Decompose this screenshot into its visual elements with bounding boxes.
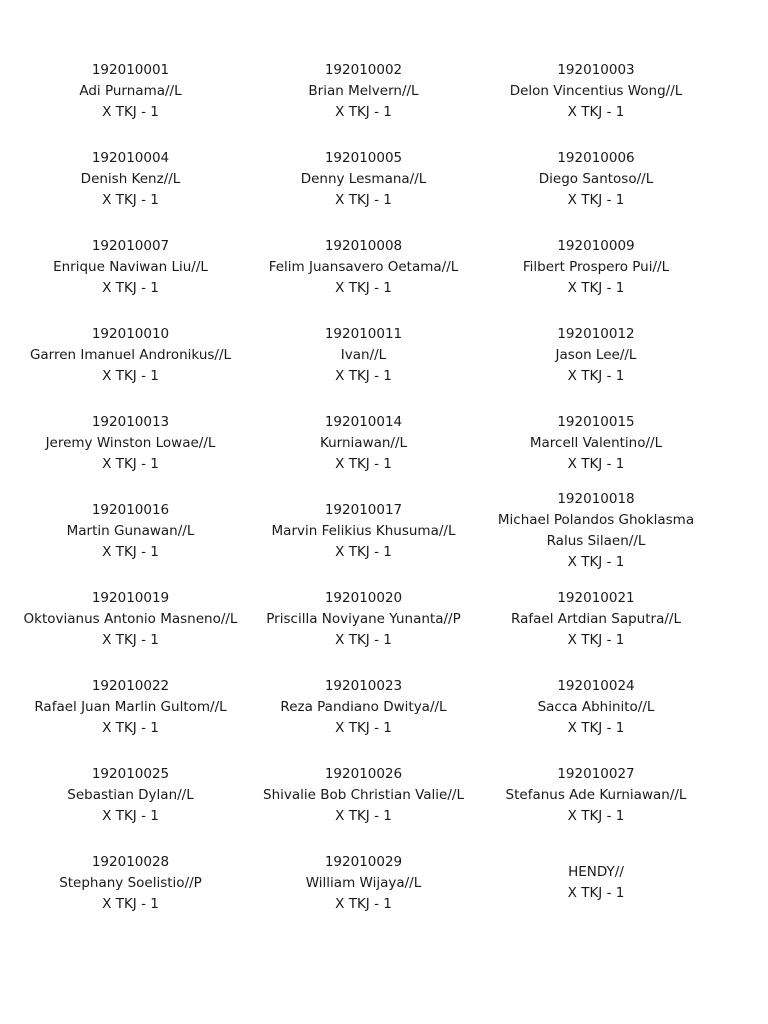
- student-id: 192010014: [324, 413, 403, 430]
- student-class: X TKJ - 1: [335, 631, 392, 648]
- student-label: [480, 751, 712, 839]
- student-label: [14, 135, 247, 223]
- student-id: 192010021: [557, 589, 635, 606]
- student-id: 192010008: [324, 237, 403, 254]
- student-name: Priscilla Noviyane Yunanta//P: [266, 610, 461, 627]
- student-class: X TKJ - 1: [567, 279, 625, 296]
- student-name: Ivan//L: [340, 346, 387, 363]
- student-id: 192010010: [91, 325, 170, 342]
- student-class: X TKJ - 1: [567, 191, 625, 208]
- student-id: 192010005: [324, 149, 403, 166]
- student-label: [14, 399, 247, 487]
- student-class: X TKJ - 1: [335, 279, 392, 296]
- student-class: X TKJ - 1: [567, 455, 625, 472]
- student-class: X TKJ - 1: [102, 367, 159, 384]
- student-name: Delon Vincentius Wong//L: [509, 82, 683, 99]
- student-id: 192010016: [91, 501, 170, 518]
- student-id: 192010002: [324, 61, 403, 78]
- student-label: [247, 223, 480, 311]
- label-grid: [14, 47, 712, 927]
- student-label: [14, 311, 247, 399]
- student-name: Adi Purnama//L: [79, 82, 182, 99]
- student-name: Kurniawan//L: [319, 434, 408, 451]
- student-class: X TKJ - 1: [567, 807, 625, 824]
- student-id: 192010019: [91, 589, 170, 606]
- student-id: 192010013: [91, 413, 170, 430]
- student-label: [480, 487, 712, 575]
- student-name: Reza Pandiano Dwitya//L: [280, 698, 447, 715]
- student-label: [14, 751, 247, 839]
- student-name: Marcell Valentino//L: [529, 434, 663, 451]
- student-id: 192010004: [91, 149, 170, 166]
- student-label: [14, 575, 247, 663]
- student-name: Garren Imanuel Andronikus//L: [29, 346, 232, 363]
- student-id: 192010024: [557, 677, 635, 694]
- student-name: Rafael Artdian Saputra//L: [511, 610, 681, 627]
- student-name: Diego Santoso//L: [538, 170, 654, 187]
- student-label: [480, 135, 712, 223]
- student-label: [480, 47, 712, 135]
- student-name: Jason Lee//L: [555, 346, 637, 363]
- student-class: X TKJ - 1: [102, 279, 159, 296]
- student-class: X TKJ - 1: [102, 807, 159, 824]
- student-label: [14, 487, 247, 575]
- student-label: [247, 839, 480, 927]
- student-id: 192010023: [324, 677, 403, 694]
- student-label: [247, 663, 480, 751]
- student-name: Denish Kenz//L: [80, 170, 181, 187]
- student-class: X TKJ - 1: [335, 191, 392, 208]
- student-id: 192010001: [91, 61, 170, 78]
- student-label: [247, 575, 480, 663]
- student-class: X TKJ - 1: [335, 543, 392, 560]
- student-name: Stefanus Ade Kurniawan//L: [505, 786, 687, 803]
- student-label: [480, 399, 712, 487]
- student-id: 192010017: [324, 501, 403, 518]
- student-name: Enrique Naviwan Liu//L: [53, 258, 208, 275]
- student-name: Filbert Prospero Pui//L: [522, 258, 670, 275]
- student-id: 192010007: [91, 237, 170, 254]
- student-class: X TKJ - 1: [102, 895, 159, 912]
- student-class: X TKJ - 1: [335, 455, 392, 472]
- student-class: X TKJ - 1: [102, 455, 159, 472]
- student-class: X TKJ - 1: [102, 191, 159, 208]
- student-name: Denny Lesmana//L: [300, 170, 427, 187]
- student-id: 192010029: [324, 853, 403, 870]
- student-label: [247, 47, 480, 135]
- student-class: X TKJ - 1: [567, 554, 625, 570]
- student-label: [14, 839, 247, 927]
- student-id: 192010027: [557, 765, 635, 782]
- student-name: William Wijaya//L: [305, 874, 422, 891]
- student-label: [14, 223, 247, 311]
- student-class: X TKJ - 1: [102, 719, 159, 736]
- student-class: X TKJ - 1: [335, 807, 392, 824]
- student-label: [247, 399, 480, 487]
- student-name: Shivalie Bob Christian Valie//L: [263, 786, 464, 803]
- student-label: [480, 839, 712, 927]
- student-id: 192010020: [324, 589, 403, 606]
- student-label: [247, 135, 480, 223]
- student-name: Michael Polandos Ghoklasma Ralus Silaen//L: [497, 512, 695, 549]
- student-label: [14, 663, 247, 751]
- student-name: Oktovianus Antonio Masneno//L: [23, 610, 238, 627]
- student-label: [480, 223, 712, 311]
- student-name: Stephany Soelistio//P: [59, 874, 202, 891]
- student-name: Jeremy Winston Lowae//L: [45, 434, 216, 451]
- student-name: Brian Melvern//L: [308, 82, 419, 99]
- student-class: X TKJ - 1: [102, 103, 159, 120]
- student-id: 192010022: [91, 677, 170, 694]
- student-id: 192010012: [557, 325, 635, 342]
- student-class: X TKJ - 1: [102, 543, 159, 560]
- student-label: [247, 751, 480, 839]
- student-name: Sacca Abhinito//L: [537, 698, 655, 715]
- student-name: Sebastian Dylan//L: [67, 786, 194, 803]
- student-class: X TKJ - 1: [567, 631, 625, 648]
- student-name: Felim Juansavero Oetama//L: [268, 258, 459, 275]
- student-class: X TKJ - 1: [335, 719, 392, 736]
- student-label: [480, 575, 712, 663]
- student-id: 192010003: [557, 61, 635, 78]
- student-class: X TKJ - 1: [102, 631, 159, 648]
- student-id: 192010018: [557, 491, 635, 507]
- student-class: X TKJ - 1: [567, 103, 625, 120]
- student-class: X TKJ - 1: [335, 367, 392, 384]
- student-label: [247, 311, 480, 399]
- student-class: X TKJ - 1: [567, 719, 625, 736]
- student-name: Rafael Juan Marlin Gultom//L: [34, 698, 227, 715]
- student-name: Marvin Felikius Khusuma//L: [271, 522, 456, 539]
- student-id: 192010025: [91, 765, 170, 782]
- student-id: 192010006: [557, 149, 635, 166]
- student-id: 192010015: [557, 413, 635, 430]
- student-label: [247, 487, 480, 575]
- student-id: 192010028: [91, 853, 170, 870]
- student-name: HENDY//: [568, 864, 624, 880]
- student-class: X TKJ - 1: [335, 103, 392, 120]
- student-class: X TKJ - 1: [335, 895, 392, 912]
- student-label: [14, 47, 247, 135]
- student-label: [480, 663, 712, 751]
- student-class: X TKJ - 1: [567, 885, 625, 901]
- student-id: 192010026: [324, 765, 403, 782]
- student-id: 192010011: [324, 325, 403, 342]
- student-name: Martin Gunawan//L: [66, 522, 195, 539]
- student-id: 192010009: [557, 237, 635, 254]
- student-class: X TKJ - 1: [567, 367, 625, 384]
- student-label: [480, 311, 712, 399]
